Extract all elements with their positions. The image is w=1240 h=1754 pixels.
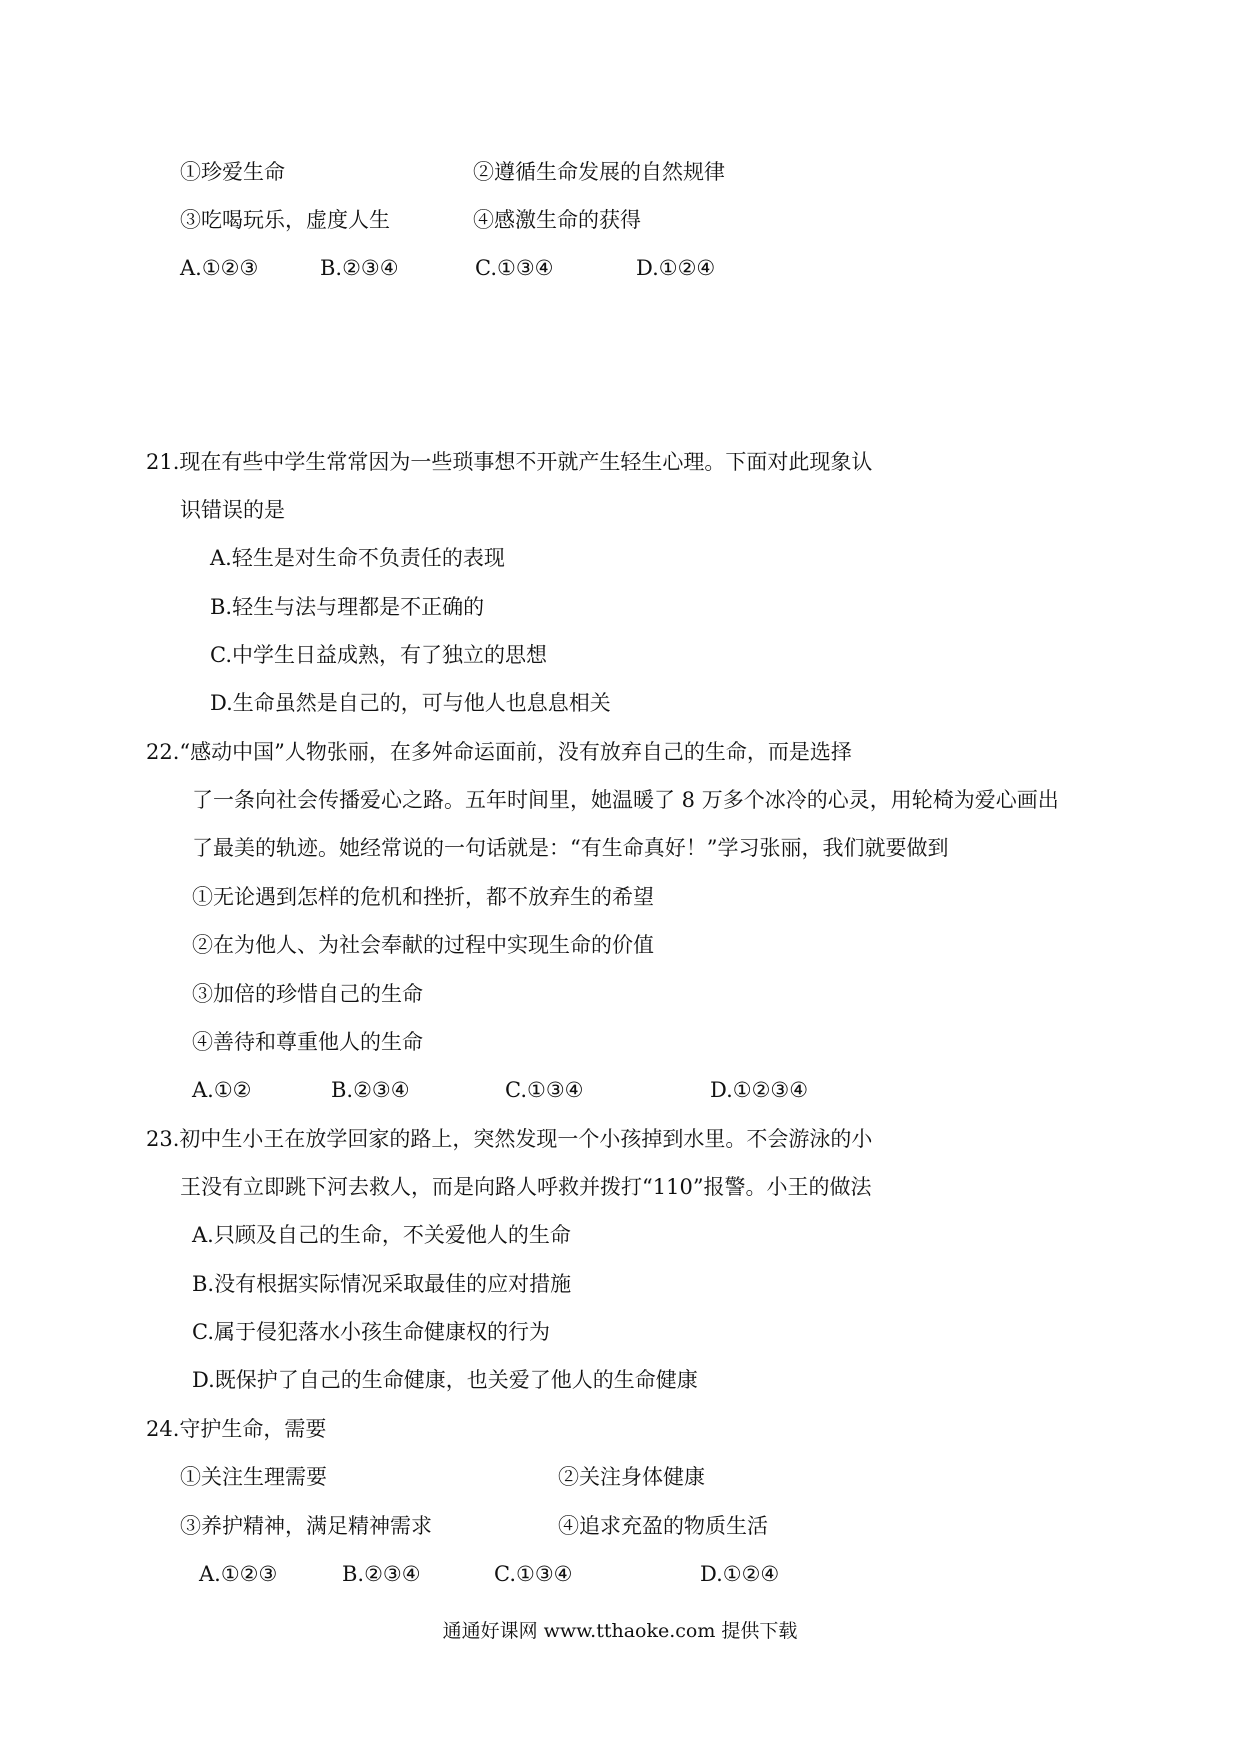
q22-option-c[interactable]: C.①③④ (505, 1078, 584, 1102)
q22-item-2: ②在为他人、为社会奉献的过程中实现生命的价值 (192, 933, 654, 957)
q24-option-d[interactable]: D.①②④ (700, 1562, 780, 1586)
q20-item-3: ③吃喝玩乐，虚度人生 (180, 208, 390, 232)
q24-option-b[interactable]: B.②③④ (342, 1562, 421, 1586)
q22-item-1: ①无论遇到怎样的危机和挫折，都不放弃生的希望 (192, 885, 654, 909)
q24-stem-line-1: 24.守护生命，需要 (146, 1417, 327, 1441)
q24-item-3: ③养护精神，满足精神需求 (180, 1514, 432, 1538)
q21-option-a[interactable]: A.轻生是对生命不负责任的表现 (210, 546, 505, 570)
q22-option-a[interactable]: A.①② (192, 1078, 252, 1102)
q23-stem-line-1: 23.初中生小王在放学回家的路上，突然发现一个小孩掉到水里。不会游泳的小 (146, 1127, 873, 1151)
q24-item-2: ②关注身体健康 (558, 1465, 705, 1489)
q24-option-a[interactable]: A.①②③ (199, 1562, 278, 1586)
q23-option-b[interactable]: B.没有根据实际情况采取最佳的应对措施 (192, 1272, 572, 1296)
q20-option-c[interactable]: C.①③④ (475, 256, 554, 280)
q22-option-d[interactable]: D.①②③④ (710, 1078, 809, 1102)
page-footer: 通通好课网 www.tthaoke.com 提供下载 (442, 1620, 798, 1642)
q23-option-a[interactable]: A.只顾及自己的生命，不关爱他人的生命 (192, 1223, 571, 1247)
q20-option-b[interactable]: B.②③④ (320, 256, 399, 280)
q24-item-4: ④追求充盈的物质生活 (558, 1514, 768, 1538)
q22-stem-line-3: 了最美的轨迹。她经常说的一句话就是：“有生命真好！”学习张丽，我们就要做到 (192, 836, 949, 860)
q23-option-c[interactable]: C.属于侵犯落水小孩生命健康权的行为 (192, 1320, 550, 1344)
q21-option-c[interactable]: C.中学生日益成熟，有了独立的思想 (210, 643, 547, 667)
q22-item-4: ④善待和尊重他人的生命 (192, 1030, 423, 1054)
q22-stem-line-2: 了一条向社会传播爱心之路。五年时间里，她温暖了 8 万多个冰冷的心灵，用轮椅为爱心画出 (192, 788, 1059, 812)
q20-item-2: ②遵循生命发展的自然规律 (473, 160, 725, 184)
q22-item-3: ③加倍的珍惜自己的生命 (192, 982, 423, 1006)
q22-option-b[interactable]: B.②③④ (331, 1078, 410, 1102)
q22-stem-line-1: 22.“感动中国”人物张丽，在多舛命运面前，没有放弃自己的生命，而是选择 (146, 740, 852, 764)
q23-option-d[interactable]: D.既保护了自己的生命健康，也关爱了他人的生命健康 (192, 1368, 698, 1392)
q21-stem-line-1: 21.现在有些中学生常常因为一些琐事想不开就产生轻生心理。下面对此现象认 (146, 450, 873, 474)
q24-item-1: ①关注生理需要 (180, 1465, 327, 1489)
q23-stem-line-2: 王没有立即跳下河去救人，而是向路人呼救并拨打“110”报警。小王的做法 (180, 1175, 872, 1199)
q20-option-a[interactable]: A.①②③ (180, 256, 259, 280)
q21-option-b[interactable]: B.轻生与法与理都是不正确的 (210, 595, 485, 619)
q20-item-1: ①珍爱生命 (180, 160, 285, 184)
q20-option-d[interactable]: D.①②④ (636, 256, 716, 280)
q21-stem-line-2: 识错误的是 (180, 498, 285, 522)
q24-option-c[interactable]: C.①③④ (494, 1562, 573, 1586)
q20-item-4: ④感激生命的获得 (473, 208, 641, 232)
q21-option-d[interactable]: D.生命虽然是自己的，可与他人也息息相关 (210, 691, 611, 715)
